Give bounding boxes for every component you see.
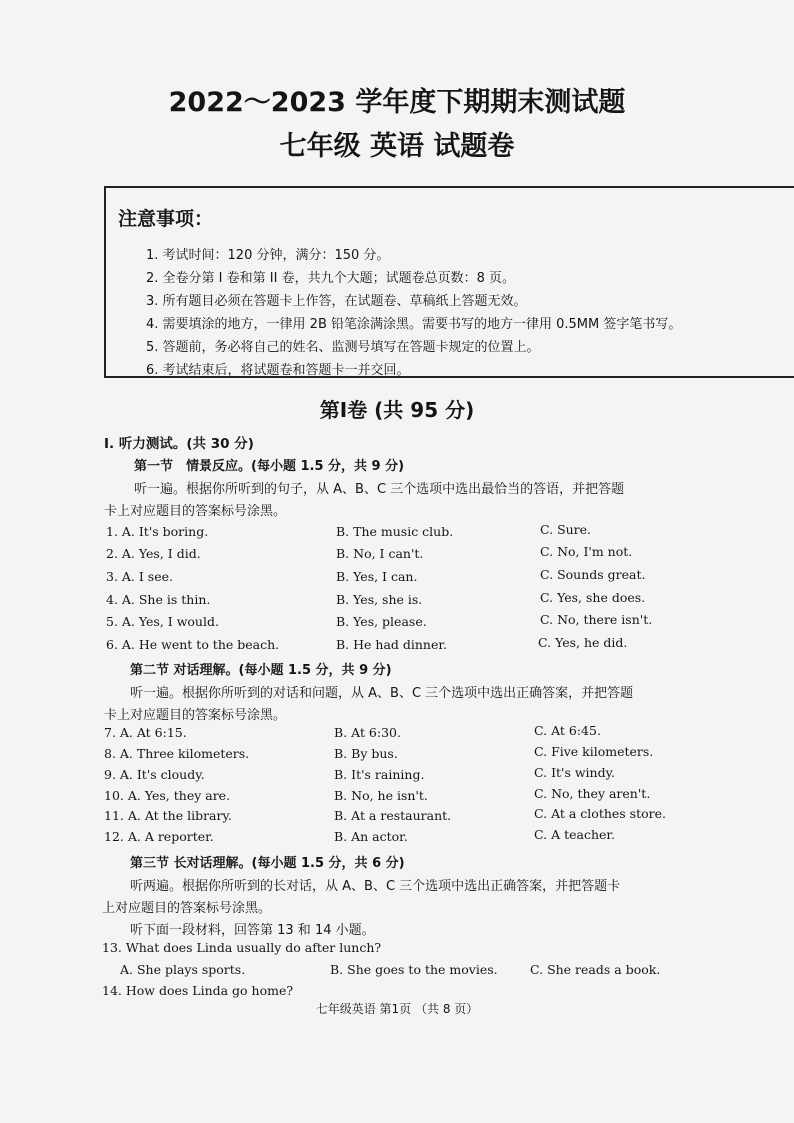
instruction: 听一遍。根据你所听到的对话和问题，从 A、B、C 三个选项中选出正确答案，并把答题 bbox=[130, 686, 634, 701]
instruction: 上对应题目的答案标号涂黑。 bbox=[102, 901, 272, 916]
option-b: B. It's raining. bbox=[334, 767, 425, 782]
option-b: B. He had dinner. bbox=[336, 637, 447, 652]
notice-item: 2. 全卷分第 I 卷和第 II 卷，共九个大题；试题卷总页数：8 页。 bbox=[146, 271, 515, 286]
option-c: C. A teacher. bbox=[534, 827, 615, 842]
option-b: B. At a restaurant. bbox=[334, 808, 452, 823]
option-c: C. Five kilometers. bbox=[534, 744, 654, 759]
option-b: B. By bus. bbox=[334, 746, 398, 761]
page-footer: 七年级英语 第1页 （共 8 页） bbox=[315, 1002, 479, 1016]
option-a: A. She plays sports. bbox=[120, 962, 246, 977]
option-a: 8. A. Three kilometers. bbox=[104, 746, 250, 761]
option-a: 5. A. Yes, I would. bbox=[106, 614, 219, 629]
option-c: C. No, they aren't. bbox=[534, 786, 651, 801]
option-c: C. Yes, he did. bbox=[538, 635, 628, 650]
section-heading: I. 听力测试。(共 30 分) bbox=[104, 436, 254, 452]
part-title: 第Ⅰ卷 (共 95 分) bbox=[319, 398, 475, 422]
option-a: 1. A. It's boring. bbox=[106, 524, 209, 539]
notice-item: 4. 需要填涂的地方，一律用 2B 铅笔涂满涂黑。需要书写的地方一律用 0.5MM 签字笔书写。 bbox=[146, 317, 682, 332]
option-b: B. The music club. bbox=[336, 524, 454, 539]
sub-heading-2: 第二节 对话理解。(每小题 1.5 分，共 9 分) bbox=[130, 663, 392, 678]
option-c: C. Sounds great. bbox=[540, 567, 646, 582]
option-a: 3. A. I see. bbox=[106, 569, 173, 584]
instruction: 听两遍。根据你所听到的长对话，从 A、B、C 三个选项中选出正确答案，并把答题卡 bbox=[130, 879, 621, 894]
instruction: 卡上对应题目的答案标号涂黑。 bbox=[104, 504, 287, 519]
notice-list bbox=[146, 244, 681, 382]
exam-subtitle: 七年级 英语 试题卷 bbox=[279, 131, 515, 162]
sub-heading-1: 第一节 情景反应。(每小题 1.5 分，共 9 分) bbox=[134, 459, 405, 474]
option-b: B. No, he isn't. bbox=[334, 788, 428, 803]
instruction: 听下面一段材料，回答第 13 和 14 小题。 bbox=[130, 923, 375, 938]
question-13: 13. What does Linda usually do after lunch? bbox=[102, 940, 382, 955]
notice-box bbox=[104, 186, 794, 378]
option-b: B. No, I can't. bbox=[336, 546, 424, 561]
option-c: C. At 6:45. bbox=[534, 723, 601, 738]
option-b: B. Yes, please. bbox=[336, 614, 427, 629]
option-a: 12. A. A reporter. bbox=[104, 829, 214, 844]
option-c: C. No, there isn't. bbox=[540, 612, 653, 627]
option-c: C. Sure. bbox=[540, 522, 592, 537]
option-b: B. Yes, she is. bbox=[336, 592, 423, 607]
option-a: 9. A. It's cloudy. bbox=[104, 767, 205, 782]
option-a: 6. A. He went to the beach. bbox=[106, 637, 280, 652]
instruction: 听一遍。根据你所听到的句子，从 A、B、C 三个选项中选出最恰当的答语，并把答题 bbox=[134, 482, 625, 497]
exam-title: 2022～2023 学年度下期期末测试题 bbox=[168, 87, 626, 118]
notice-item: 3. 所有题目必须在答题卡上作答，在试题卷、草稿纸上答题无效。 bbox=[146, 294, 527, 309]
option-b: B. She goes to the movies. bbox=[330, 962, 498, 977]
option-b: B. Yes, I can. bbox=[336, 569, 418, 584]
instruction: 卡上对应题目的答案标号涂黑。 bbox=[104, 708, 287, 723]
option-c: C. No, I'm not. bbox=[540, 544, 633, 559]
option-a: 7. A. At 6:15. bbox=[104, 725, 187, 740]
option-c: C. At a clothes store. bbox=[534, 806, 666, 821]
option-c: C. It's windy. bbox=[534, 765, 615, 780]
question-14: 14. How does Linda go home? bbox=[102, 983, 294, 998]
option-c: C. She reads a book. bbox=[530, 962, 661, 977]
option-c: C. Yes, she does. bbox=[540, 590, 646, 605]
notice-title: 注意事项： bbox=[118, 208, 214, 230]
notice-item: 6. 考试结束后，将试题卷和答题卡一并交回。 bbox=[146, 363, 410, 378]
option-a: 4. A. She is thin. bbox=[106, 592, 211, 607]
option-b: B. An actor. bbox=[334, 829, 408, 844]
option-a: 11. A. At the library. bbox=[104, 808, 232, 823]
notice-item: 1. 考试时间：120 分钟，满分：150 分。 bbox=[146, 248, 390, 263]
option-b: B. At 6:30. bbox=[334, 725, 401, 740]
sub-heading-3: 第三节 长对话理解。(每小题 1.5 分，共 6 分) bbox=[130, 856, 405, 871]
notice-item: 5. 答题前，务必将自己的姓名、监测号填写在答题卡规定的位置上。 bbox=[146, 340, 540, 355]
option-a: 10. A. Yes, they are. bbox=[104, 788, 231, 803]
option-a: 2. A. Yes, I did. bbox=[106, 546, 201, 561]
